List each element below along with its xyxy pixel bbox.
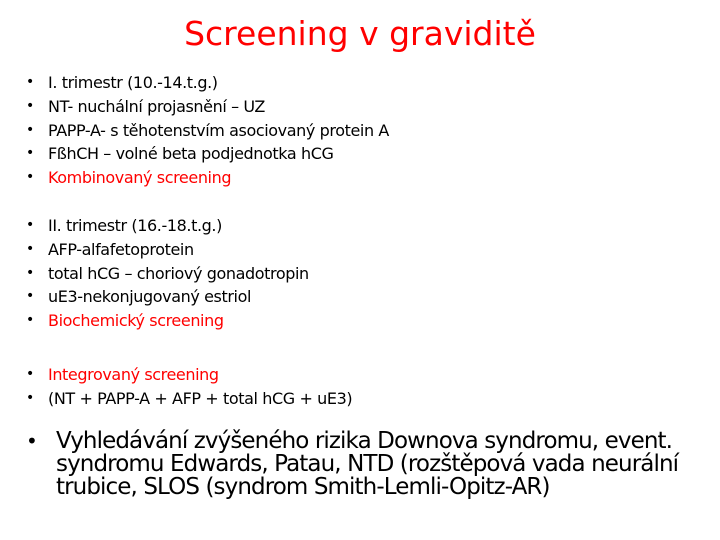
list-item-text: PAPP-A- s těhotenstvím asociovaný protein A [48,120,389,140]
list-item-text: FßhCH – volné beta podjednotka hCG [48,144,334,164]
bullet-icon: • [26,217,35,233]
bullet-icon: • [26,366,35,382]
first-trimester-list [26,71,389,190]
bullet-icon: • [26,429,38,453]
list-item [26,387,352,411]
biochemical-screening-label: Biochemický screening [48,311,224,330]
list-item [26,142,389,166]
list-item-text: NT- nuchální projasnění – UZ [48,96,265,116]
bullet-icon: • [26,240,35,257]
bullet-icon: • [26,74,35,90]
list-item [26,95,389,119]
list-item-text: (NT + PAPP-A + AFP + total hCG + uE3) [48,388,353,408]
list-item-text: uE3-nekonjugovaný estriol [48,287,252,307]
list-item [26,71,389,95]
list-item [26,214,309,238]
list-item [26,119,389,143]
second-trimester-list [26,214,309,333]
bullet-icon: • [26,389,35,406]
bullet-icon: • [26,264,35,281]
slide-title: Screening v graviditě [184,14,536,53]
list-item-text: II. trimestr (16.-18.t.g.) [48,216,222,235]
combined-screening-label: Kombinovaný screening [48,168,232,187]
list-item [26,363,352,387]
list-item [26,262,309,286]
integrated-screening-list [26,363,352,411]
list-item-text: I. trimestr (10.-14.t.g.) [48,73,218,92]
bullet-icon: • [26,312,35,328]
bullet-icon: • [26,97,35,114]
list-item [26,430,706,499]
list-item [26,238,309,262]
bullet-icon: • [26,145,35,162]
risk-search-text: Vyhledávání zvýšeného rizika Downova syndromu, event. syndromu Edwards, Patau, NTD (rozštěpová vada neurální trubice, SLOS (syndrom Smith-Lemli-Opitz-AR) [56,428,679,500]
bullet-icon: • [26,169,35,185]
risk-search-list [26,430,706,499]
integrated-screening-label: Integrovaný screening [48,365,219,384]
bullet-icon: • [26,121,35,138]
list-item [26,166,389,190]
list-item [26,309,309,333]
list-item-text: AFP-alfafetoprotein [48,239,194,259]
bullet-icon: • [26,288,35,305]
list-item-text: total hCG – choriový gonadotropin [48,263,309,283]
list-item [26,285,309,309]
